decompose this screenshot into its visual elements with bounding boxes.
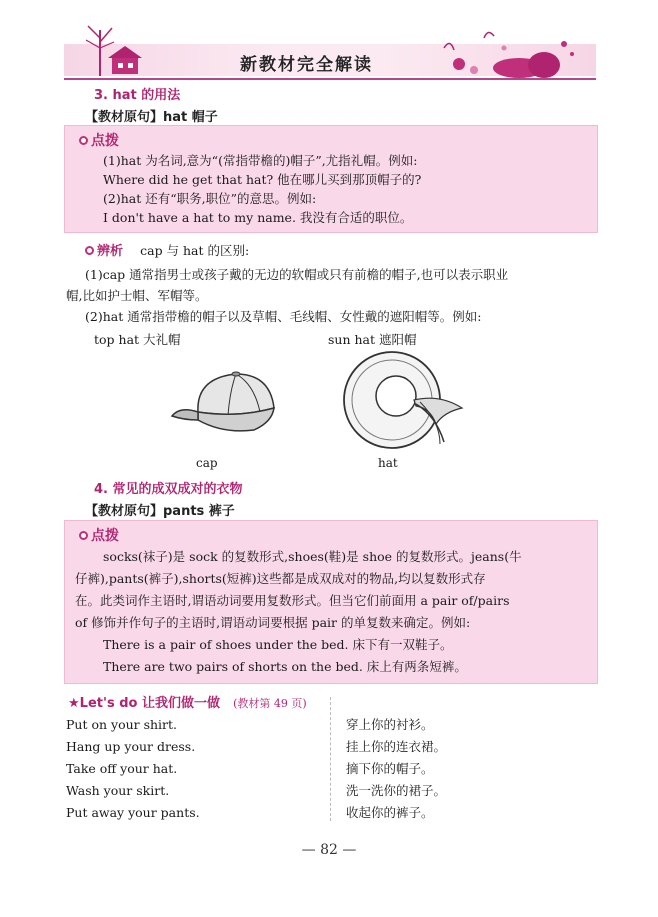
tip-box-1-line: I don't have a hat to my name. 我没有合适的职位。 [103, 210, 413, 225]
lets-do-chinese: 摘下你的帽子。 [346, 761, 434, 776]
tip-box-2-line: of 修饰并作句子的主语时,谓语动词要根据 pair 的单复数来确定。例如: [75, 615, 471, 630]
tip-box-2-line: There is a pair of shoes under the bed. 床下有一双鞋子。 [103, 637, 453, 652]
lets-do-chinese: 穿上你的衬衫。 [346, 717, 434, 732]
comparison-line: (1)cap 通常指男士或孩子戴的无边的软帽或只有前檐的帽子,也可以表示职业 [85, 267, 509, 282]
tip-box-1 [64, 125, 598, 233]
example-top-hat: top hat 大礼帽 [94, 332, 181, 347]
textbook-reference: (教材第 49 页) [233, 697, 307, 710]
bullet-icon [79, 531, 88, 540]
lets-do-english: Hang up your dress. [66, 739, 196, 754]
lets-do-english: Put away your pants. [66, 805, 200, 820]
section-4-title: 4. 常见的成双成对的衣物 [94, 482, 243, 497]
lets-do-english: Put on your shirt. [66, 717, 178, 732]
tip-box-2 [64, 520, 598, 684]
flower-decoration-icon [444, 32, 574, 78]
lets-do-chinese: 收起你的裤子。 [346, 805, 434, 820]
tip-box-1-tag: 点拨 [79, 130, 119, 150]
sun-hat-illustration [340, 346, 490, 456]
tip-box-2-line: There are two pairs of shorts on the bed. 床上有两条短裤。 [103, 659, 467, 674]
comparison-line: (2)hat 通常指带檐的帽子以及草帽、毛线帽、女性戴的遮阳帽等。例如: [85, 309, 482, 324]
comparison-tag: 辨析 [97, 244, 124, 259]
lets-do-heading [68, 692, 307, 711]
bullet-icon [79, 136, 88, 145]
lets-do-english: Take off your hat. [66, 761, 178, 776]
tree-icon [86, 26, 114, 76]
comparison-title: cap 与 hat 的区别: [140, 243, 250, 258]
header-title: 新教材完全解读 [240, 55, 373, 75]
section-4-original-sentence: 【教材原句】pants 裤子 [85, 504, 235, 519]
comparison-line: 帽,比如护士帽、军帽等。 [66, 288, 208, 303]
caption-hat: hat [378, 456, 398, 470]
example-sun-hat: sun hat 遮阳帽 [328, 332, 417, 347]
tip-box-2-line: socks(袜子)是 sock 的复数形式,shoes(鞋)是 shoe 的复数形式。jeans(牛 [103, 549, 522, 564]
lets-do-chinese: 挂上你的连衣裙。 [346, 739, 447, 754]
section-3-original-sentence: 【教材原句】hat 帽子 [85, 110, 218, 125]
tip-box-2-tag: 点拨 [79, 525, 119, 545]
house-icon [108, 46, 142, 74]
tip-box-1-line: (2)hat 还有“职务,职位”的意思。例如: [103, 191, 317, 206]
lets-do-title: ★Let's do 让我们做一做 [68, 696, 220, 711]
lets-do-chinese: 洗一洗你的裙子。 [346, 783, 447, 798]
caption-cap: cap [196, 456, 218, 470]
header-rule [64, 78, 596, 80]
bullet-icon [85, 246, 94, 255]
column-divider [330, 697, 331, 821]
comparison-heading [85, 240, 249, 261]
tip-box-2-line: 仔裤),pants(裤子),shorts(短裤)这些都是成双成对的物品,均以复数形式存 [75, 571, 486, 586]
cap-illustration [168, 360, 288, 445]
lets-do-english: Wash your skirt. [66, 783, 170, 798]
section-3-title: 3. hat 的用法 [94, 88, 181, 103]
tip-box-1-line: Where did he get that hat? 他在哪儿买到那顶帽子的? [103, 172, 422, 187]
tip-box-1-line: (1)hat 为名词,意为“(常指带檐的)帽子”,尤指礼帽。例如: [103, 153, 418, 168]
tip-box-2-line: 在。此类词作主语时,谓语动词要用复数形式。但当它们前面用 a pair of/pairs [75, 593, 510, 608]
page-number: — 82 — [301, 842, 357, 858]
